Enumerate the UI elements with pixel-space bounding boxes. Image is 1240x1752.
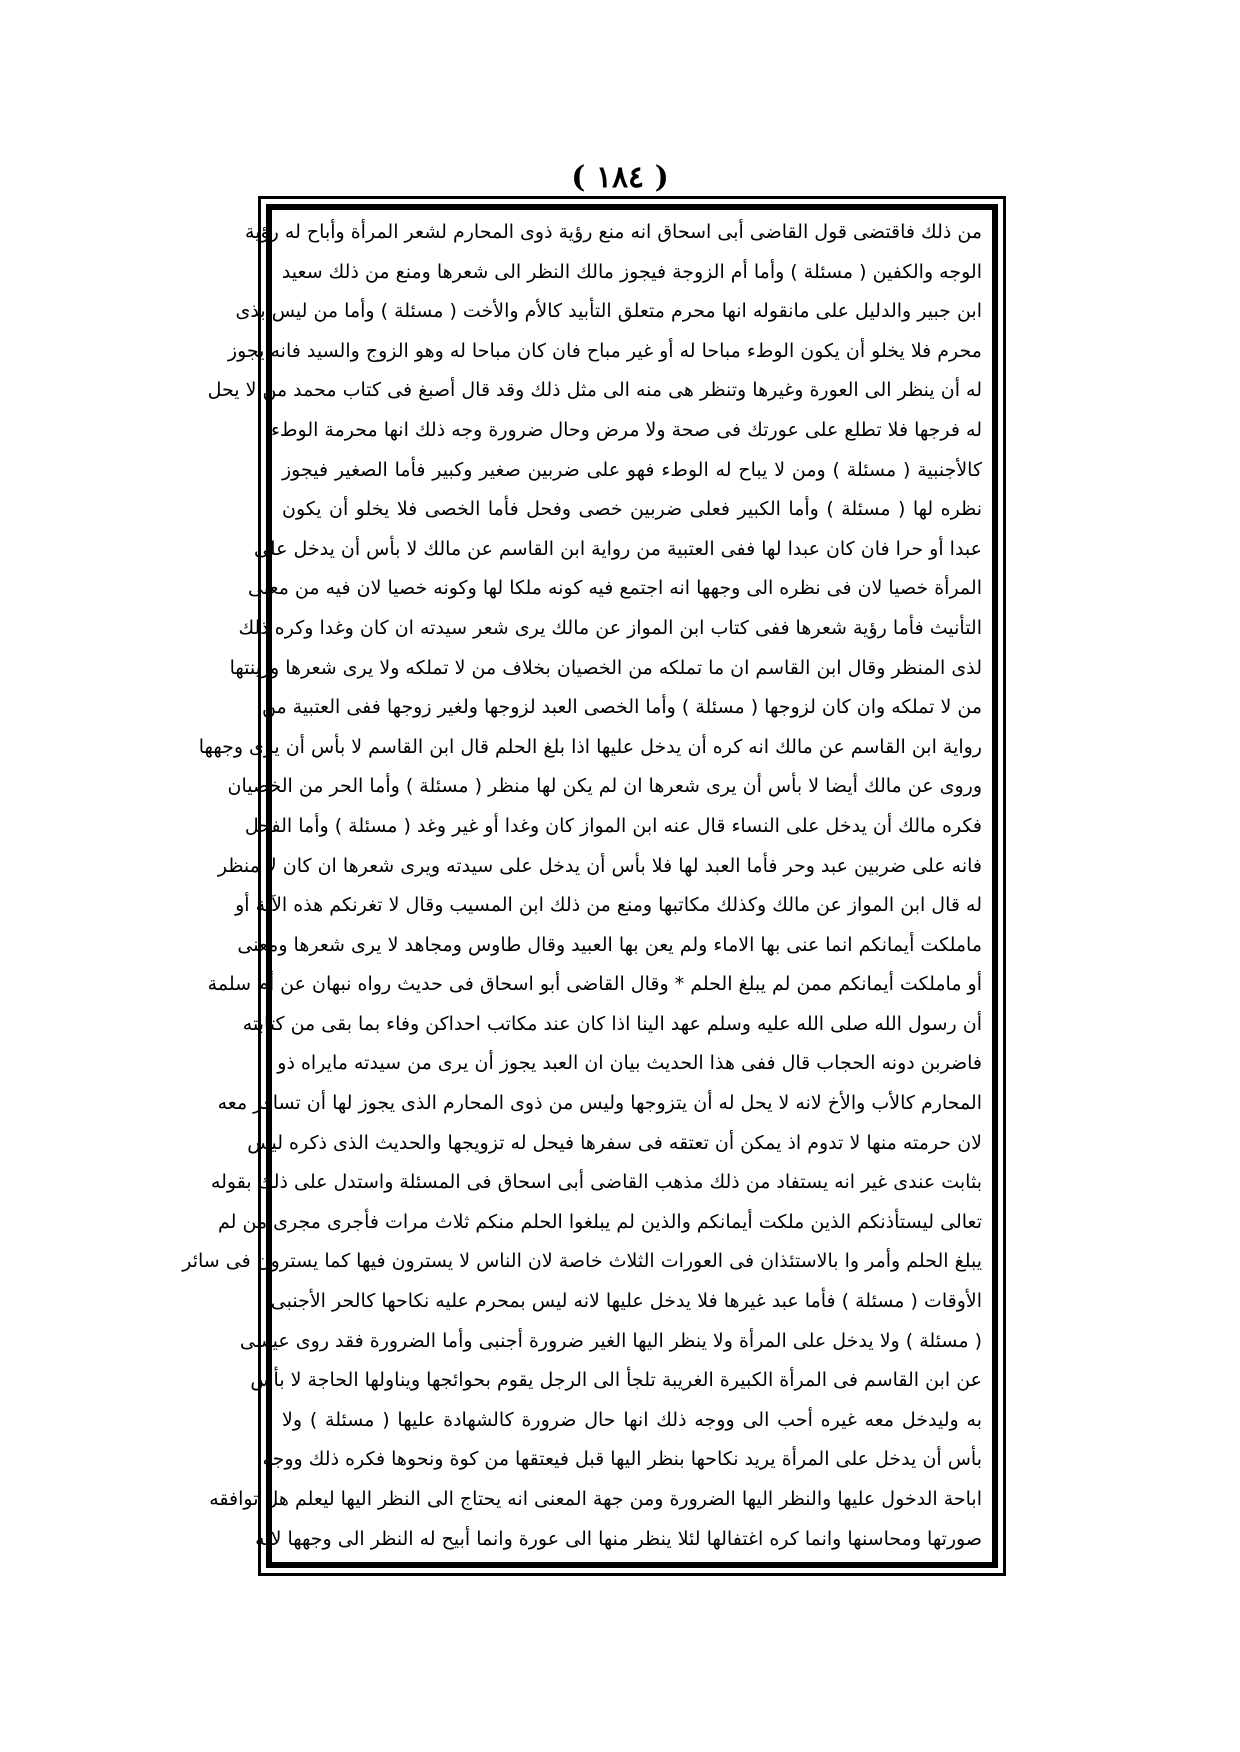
text-line: له قال ابن المواز عن مالك وكذلك مكاتبها ومنع من ذلك ابن المسيب وقال لا تغرنكم هذه الآية أو: [235, 894, 982, 917]
text-line: فانه على ضربين عبد وحر فأما العبد لها فلا بأس أن يدخل على سيدته ويرى شعرها ان كان لا منظر: [217, 854, 982, 877]
text-line: محرم فلا يخلو أن يكون الوطء مباحا له أو غير مباح فان كان مباحا له وهو الزوج والسيد فانه يجوز: [227, 339, 982, 362]
text-line: رواية ابن القاسم عن مالك انه كره أن يدخل عليها اذا بلغ الحلم قال ابن القاسم لا بأس أن يرى وجهها: [198, 735, 982, 758]
page-number: ( ١٨٤ ): [571, 160, 669, 195]
text-line: ماملكت أيمانكم انما عنى بها الاماء ولم يعن بها العبيد وقال طاوس ومجاهد لا يرى شعرها ومعنى: [237, 933, 982, 956]
text-line: اباحة الدخول عليها والنظر اليها الضرورة ومن جهة المعنى انه يحتاج الى النظر اليها ليعلم هل توافقه: [209, 1488, 982, 1510]
text-line: أو ماملكت أيمانكم ممن لم يبلغ الحلم * وقال القاضى أبو اسحاق فى حديث رواه نبهان عن أم سلمة: [207, 973, 982, 996]
text-line: به وليدخل معه غيره أحب الى ووجه ذلك انها حال ضرورة كالشهادة عليها ( مسئلة ) ولا: [282, 1408, 982, 1431]
text-line: فاضربن دونه الحجاب قال ففى هذا الحديث بيان ان العبد يجوز أن يرى من سيدته مايراه ذو: [277, 1052, 982, 1075]
text-line: صورتها ومحاسنها وانما كره اغتفالها لئلا ينظر منها الى عورة وانما أبيح له النظر الى وجهها لانه: [255, 1527, 982, 1550]
text-line: لان حرمته منها لا تدوم اذ يمكن أن تعتقه فى سفرها فيحل له تزويجها والحديث الذى ذكره ليس: [247, 1131, 982, 1154]
text-line: تعالى ليستأذنكم الذين ملكت أيمانكم والذين لم يبلغوا الحلم منكم ثلاث مرات فأجرى مجرى من لم: [218, 1210, 982, 1233]
text-line: أن رسول الله صلى الله عليه وسلم عهد الينا اذا كان عند مكاتب احداكن وفاء بما بقى من كتابته: [242, 1012, 982, 1035]
text-line: ( مسئلة ) ولا يدخل على المرأة ولا ينظر اليها الغير ضرورة أجنبى وأما الضرورة فقد روى عيسى: [239, 1329, 982, 1352]
text-line: نظره لها ( مسئلة ) وأما الكبير فعلى ضربين خصى وفحل فأما الخصى فلا يخلو أن يكون: [282, 498, 982, 521]
text-line: عبدا أو حرا فان كان عبدا لها ففى العتبية من رواية ابن القاسم عن مالك لا بأس أن يدخل على: [253, 537, 982, 560]
text-line: فكره مالك أن يدخل على النساء قال عنه ابن المواز كان وغدا أو غير وغد ( مسئلة ) وأما الفحل: [244, 814, 982, 837]
text-line: الأوقات ( مسئلة ) فأما عبد غيرها فلا يدخل عليها لانه ليس بمحرم عليه نكاحها كالحر الأجنبى: [270, 1290, 982, 1313]
text-line: ابن جبير والدليل على مانقوله انها محرم متعلق التأبيد كالأم والأخت ( مسئلة ) وأما من ليس بذى: [235, 300, 982, 323]
text-line: يبلغ الحلم وأمر وا بالاستئذان فى العورات الثلاث خاصة لان الناس لا يسترون فيها كما يسترون فى سائر: [182, 1250, 982, 1273]
text-line: بثابت عندى غير انه يستفاد من ذلك مذهب القاضى أبى اسحاق فى المسئلة واستدل على ذلك بقوله: [210, 1171, 982, 1194]
text-line: لذى المنظر وقال ابن القاسم ان ما تملكه من الخصيان بخلاف من لا تملكه ولا يرى شعرها وزينتها: [229, 656, 982, 679]
text-line: له فرجها فلا تطلع على عورتك فى صحة ولا مرض وحال ضرورة وجه ذلك انها محرمة الوطء: [271, 418, 982, 441]
text-line: وروى عن مالك أيضا لا بأس أن يرى شعرها ان لم يكن لها منظر ( مسئلة ) وأما الحر من الخصيان: [227, 775, 982, 798]
text-line: له أن ينظر الى العورة وغيرها وتنظر هى منه الى مثل ذلك وقد قال أصبغ فى كتاب محمد من لا يحل: [207, 379, 982, 402]
text-line: المحارم كالأب والأخ لانه لا يحل له أن يتزوجها وليس من ذوى المحارم الذى يجوز لها أن تسافر معه: [217, 1092, 982, 1115]
text-line: كالأجنبية ( مسئلة ) ومن لا يباح له الوطء فهو على ضربين صغير وكبير فأما الصغير فيجوز: [282, 458, 982, 481]
text-line: المرأة خصيا لان فى نظره الى وجهها انه اجتمع فيه كونه ملكا لها وكونه خصيا لان فيه من معنى: [247, 577, 982, 600]
text-line: التأنيث فأما رؤية شعرها ففى كتاب ابن المواز عن مالك يرى شعر سيدته ان كان وغدا وكره ذلك: [238, 616, 982, 639]
text-line: الوجه والكفين ( مسئلة ) وأما أم الزوجة فيجوز مالك النظر الى شعرها ومنع من ذلك سعيد: [281, 260, 982, 283]
text-line: عن ابن القاسم فى المرأة الكبيرة الغريبة تلجأ الى الرجل يقوم بحوائجها ويناولها الحاجة لا بأس: [250, 1369, 982, 1392]
text-line: بأس أن يدخل على المرأة يريد نكاحها بنظر اليها قبل فيعتقها من كوة ونحوها فكره ذلك ووجه: [262, 1448, 982, 1471]
text-body: [182, 216, 982, 1556]
text-line: من ذلك فاقتضى قول القاضى أبى اسحاق انه منع رؤية ذوى المحارم لشعر المرأة وأباح له رؤية: [245, 221, 982, 243]
page-border-inner: [182, 204, 998, 1568]
text-line: من لا تملكه وان كان لزوجها ( مسئلة ) وأما الخصى العبد لزوجها ولغير زوجها ففى العتبية من: [261, 696, 982, 719]
